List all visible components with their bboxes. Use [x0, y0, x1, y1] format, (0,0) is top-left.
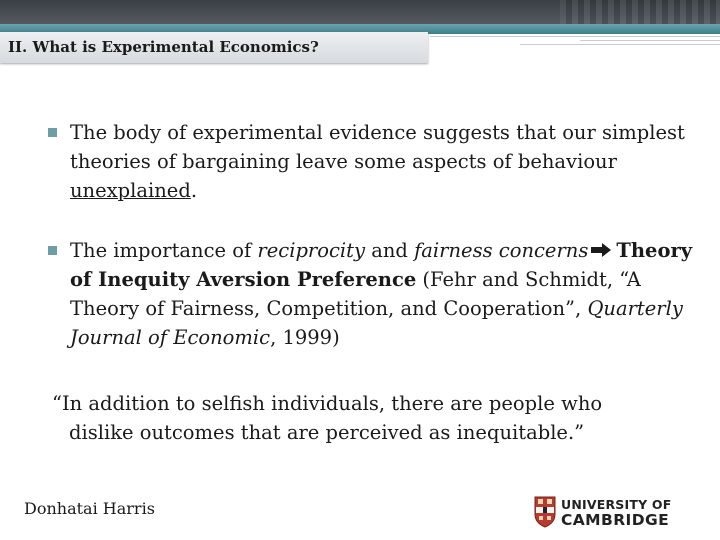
quote-line-1: “In addition to selfish individuals, there are people who — [52, 392, 603, 415]
header-lines — [430, 34, 720, 48]
logo-text-line-2: CAMBRIDGE — [561, 511, 670, 529]
quote-block — [52, 389, 692, 447]
university-logo — [534, 496, 684, 530]
bullet-2-text: The importance of reciprocity and fairness concerns Theory of Inequity Aversion Preference (Fehr and Schmidt, “A Theory of Fairness, Competition, and Cooperation”, Quarterly Journal of Economic, 1999) — [70, 239, 693, 349]
header-stripes — [560, 0, 720, 26]
right-arrow-icon — [590, 237, 612, 253]
cambridge-crest-icon — [534, 496, 556, 532]
quote-line-2: dislike outcomes that are perceived as inequitable.” — [69, 421, 585, 444]
slide-title: II. What is Experimental Economics? — [8, 38, 319, 56]
bullet-1 — [48, 118, 698, 205]
logo-text-line-1: UNIVERSITY OF — [561, 497, 672, 512]
underlined-word: unexplained — [70, 179, 191, 202]
bullet-1-text: The body of experimental evidence suggests that our simplest theories of bargaining leave some aspects of behaviour unexplained. — [70, 121, 685, 202]
author-name: Donhatai Harris — [24, 499, 155, 518]
bullet-marker — [48, 128, 57, 137]
bullet-2 — [48, 236, 698, 352]
bullet-marker — [48, 246, 57, 255]
